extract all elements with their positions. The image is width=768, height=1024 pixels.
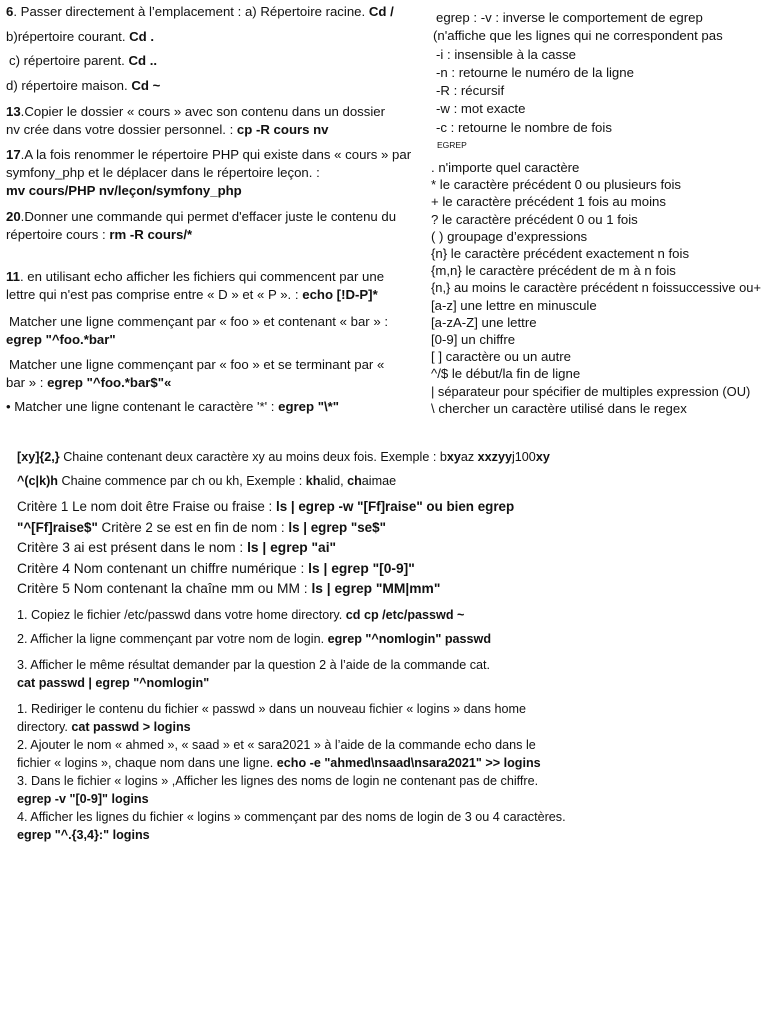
q20-cmd: rm -R cours/* [109,227,193,242]
criterion-2: "^[Ff]raise$" Critère 2 se est en fin de nom : ls | egrep "se$" [17,519,386,535]
q6-cmd-current: Cd . [129,29,155,44]
regex-line: {n,} au moins le caractère précédent n foissuccessive ou+ [431,280,761,296]
logins-q4-cmd: egrep "^.{3,4}:" logins [17,828,150,842]
bullet: • [6,399,11,414]
logins-exercise [17,700,566,844]
q11 [6,268,384,304]
logins-q1-text: 1. Rediriger le contenu du fichier « passwd » dans un nouveau fichier « logins » dans home [17,702,526,716]
q6-line2: b)répertoire courant. Cd . [6,29,155,44]
egrep-option: -n : retourne le numéro de la ligne [436,64,634,80]
logins-q3-cmd: egrep -v "[0-9]" logins [17,792,149,806]
regex-line: ^/$ le début/la fin de ligne [431,366,581,382]
q6-line1: 6. Passer directement à l’emplacement : a) Répertoire racine. Cd / [6,4,394,19]
q6-line3: c) répertoire parent. Cd .. [9,53,158,68]
egrep-tag: EGREP [437,140,467,150]
chkh-example: ^(c|k)h Chaine commence par ch ou kh, Exemple : khalid, chaimae [17,474,397,488]
logins-q2-line2: fichier « logins », chaque nom dans une ligne. echo -e "ahmed\nsaad\nsara2021" >> logins [17,756,541,770]
regex-line: [a-z] une lettre en minuscule [431,297,597,313]
criteria [17,497,514,600]
passwd-q3-cmd: cat passwd | egrep "^nomlogin" [17,676,210,690]
q6-cmd-root: Cd / [368,4,394,19]
logins-q4-text: 4. Afficher les lignes du fichier « logins » commençant par des noms de login de 3 ou 4 caractères. [17,810,566,824]
criterion-1: Critère 1 Le nom doit être Fraise ou fraise : ls | egrep -w "[Ff]raise" ou bien egrep [17,499,515,514]
regex-line: [ ] caractère ou un autre [431,349,572,365]
regex-line: \ chercher un caractère utilisé dans le regex [431,400,687,416]
egrep-option: (n'affiche que les lignes qui ne correspondent pas [433,28,723,44]
regex-line: ( ) groupage d’expressions [431,228,588,244]
logins-q3-text: 3. Dans le fichier « logins » ,Afficher les lignes des noms de login ne contenant pas de chiffre. [17,774,539,788]
q20-line1: 20.Donner une commande qui permet d'effacer juste le contenu du [6,209,397,224]
q17-line2: symfony_php et le déplacer dans le répertoire leçon. : [6,165,320,180]
passwd-q2: 2. Afficher la ligne commençant par votre nom de login. egrep "^nomlogin" passwd [17,632,492,646]
egrep-option: egrep : -v : inverse le comportement de egrep [436,10,703,25]
match-foo-bar [6,313,388,349]
passwd-q3: 3. Afficher le même résultat demander par la question 2 à l’aide de la commande cat. cat passwd | egrep "^nomlogin" [17,658,490,690]
q11-line2: lettre qui n'est pas comprise entre « D » et « P ». : echo [!D-P]* [6,287,378,302]
egrep-option: -w : mot exacte [436,101,526,117]
regex-line: + le caractère précédent 1 fois au moins [431,194,666,210]
q17-cmd: mv cours/PHP nv/leçon/symfony_php [6,183,242,198]
q6-number: 6 [6,4,14,19]
q11-cmd: echo [!D-P]* [302,287,378,302]
passwd-q1: 1. Copiez le fichier /etc/passwd dans votre home directory. cd cp /etc/passwd ~ [17,608,465,622]
egrep-option: -i : insensible à la casse [436,46,577,62]
match-foo-end-bar-cmd: egrep "^foo.*bar$"« [47,375,172,390]
q17 [6,146,411,200]
logins-q2-text: 2. Ajouter le nom « ahmed », « saad » et « sara2021 » à l’aide de la commande echo dans le [17,738,536,752]
q13-line2: nv crée dans votre dossier personnel. : cp -R cours nv [6,122,329,137]
match-foo-bar-text: Matcher une ligne commençant par « foo » et contenant « bar » : [9,314,389,329]
regex-line: ? le caractère précédent 0 ou 1 fois [431,211,638,227]
match-star: • Matcher une ligne contenant le caractère '*' : egrep "\*" [6,399,340,414]
regex-reference [431,159,761,417]
logins-q1-line2: directory. cat passwd > logins [17,720,191,734]
match-foo-end-bar-text: Matcher une ligne commençant par « foo » et se terminant par « [9,357,385,372]
q13-cmd: cp -R cours nv [236,122,329,137]
xy-example: [xy]{2,} Chaine contenant deux caractère xy au moins deux fois. Exemple : bxyaz xxzyyj100xy [17,450,550,464]
q20 [6,208,396,244]
egrep-option: -R : récursif [436,83,505,99]
criterion-5: Critère 5 Nom contenant la chaîne mm ou MM : ls | egrep "MM|mm" [17,581,441,597]
match-foo-bar-cmd: egrep "^foo.*bar" [6,332,116,347]
regex-line: {n} le caractère précédent exactement n fois [431,246,690,262]
q6-cmd-parent: Cd .. [128,53,158,68]
egrep-options [431,9,723,137]
egrep-option: -c : retourne le nombre de fois [436,119,612,135]
regex-line: {m,n} le caractère précédent de m à n fois [431,263,676,279]
q20-line2: répertoire cours : rm -R cours/* [6,227,193,242]
criterion-3: Critère 3 ai est présent dans le nom : ls | egrep "ai" [17,540,337,556]
q13 [6,103,385,139]
regex-line: | séparateur pour spécifier de multiples expression (OU) [431,383,751,399]
match-foo-end-bar [6,356,384,392]
regex-line: [0-9] un chiffre [431,332,516,348]
q13-line1: 13.Copier le dossier « cours » avec son contenu dans un dossier [6,104,386,119]
q11-line1: 11. en utilisant echo afficher les fichiers qui commencent par une [6,269,385,284]
regex-line: * le caractère précédent 0 ou plusieurs fois [431,177,681,193]
regex-line: [a-zA-Z] une lettre [431,314,537,330]
criterion-4: Critère 4 Nom contenant un chiffre numérique : ls | egrep "[0-9]" [17,560,415,576]
q6-line4: d) répertoire maison. Cd ~ [6,78,161,93]
q17-line1: 17.A la fois renommer le répertoire PHP qui existe dans « cours » par [6,147,412,162]
match-foo-end-bar-line2: bar » : egrep "^foo.*bar$"« [6,375,172,390]
match-star-cmd: egrep "\*" [278,399,340,414]
q6-cmd-home: Cd ~ [131,78,161,93]
regex-line: . n'importe quel caractère [431,160,580,175]
